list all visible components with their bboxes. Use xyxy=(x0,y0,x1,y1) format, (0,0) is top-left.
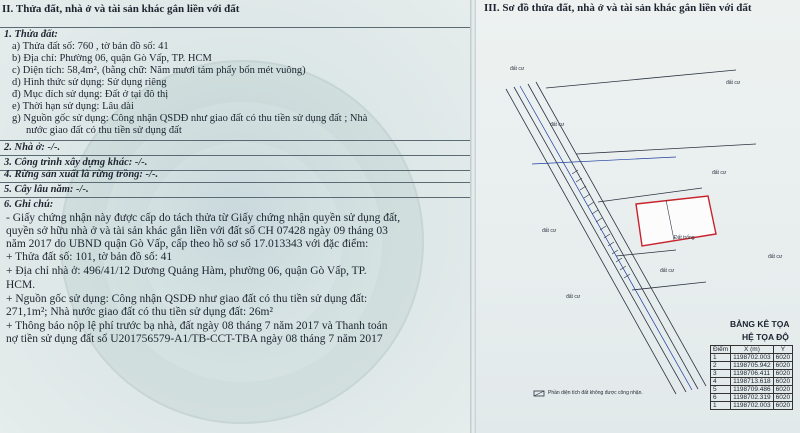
table-header: Điểm xyxy=(711,346,731,354)
table-row xyxy=(711,362,793,370)
divider xyxy=(0,182,470,183)
svg-text:Đất trống: Đất trống xyxy=(674,235,695,241)
table-cell: 4 xyxy=(711,378,731,386)
s1-title: 1. Thửa đất: xyxy=(4,29,58,40)
table-cell: 1198709.486 xyxy=(731,386,773,394)
table-cell: 1 xyxy=(711,354,731,362)
table-cell: 6020 xyxy=(773,394,792,402)
table-cell: 1198702.319 xyxy=(731,394,773,402)
table-row xyxy=(711,386,793,394)
table-cell: 6 xyxy=(711,394,731,402)
perennial-trees: 5. Cây lâu năm: -/-. xyxy=(4,184,89,195)
table-cell: 6020 xyxy=(773,402,792,410)
svg-text:đất cư: đất cư xyxy=(542,228,557,234)
house-section: 2. Nhà ở: -/-. xyxy=(4,142,61,153)
table-row xyxy=(711,378,793,386)
coord-table-subtitle: HỆ TỌA ĐỘ xyxy=(742,332,789,342)
table-cell: 6020 xyxy=(773,354,792,362)
legend-text: Phần diện tích đất không được công nhận. xyxy=(548,390,643,396)
table-row xyxy=(711,394,793,402)
note-line: HCM. xyxy=(6,279,36,291)
table-header-row xyxy=(711,346,793,354)
table-row xyxy=(711,402,793,410)
table-header: Y xyxy=(773,346,792,354)
note-line: + Nguồn gốc sử dụng: Công nhận QSDĐ như giao đất có thu tiền sử dụng đất: xyxy=(6,293,368,305)
area: c) Diện tích: 58,4m², (bằng chữ: Năm mươi tám phẩy bốn mét vuông) xyxy=(12,65,306,76)
divider xyxy=(0,155,470,156)
coordinate-table xyxy=(710,345,793,410)
table-row xyxy=(711,354,793,362)
note-line: + Thửa đất số: 101, tờ bản đồ số: 41 xyxy=(6,251,173,263)
note-line: - Giấy chứng nhận này được cấp do tách thửa từ Giấy chứng nhận quyền sử dụng đất, xyxy=(6,212,401,224)
table-cell: 1198713.618 xyxy=(731,378,773,386)
usage-form: d) Hình thức sử dụng: Sử dụng riêng xyxy=(12,77,167,88)
table-cell: 2 xyxy=(711,362,731,370)
svg-text:đất cư: đất cư xyxy=(660,268,675,274)
table-cell: 6020 xyxy=(773,386,792,394)
notes-title: 6. Ghi chú: xyxy=(4,199,54,210)
address: b) Địa chỉ: Phường 06, quận Gò Vấp, TP. HCM xyxy=(12,53,212,64)
table-cell: 6020 xyxy=(773,370,792,378)
usage-origin: g) Nguồn gốc sử dụng: Công nhận QSDĐ như giao đất có thu tiền sử dụng đất ; Nhà xyxy=(12,113,368,124)
section-title-diagram: III. Sơ đồ thửa đất, nhà ở và tài sản khác gắn liền với đất xyxy=(484,2,752,14)
table-header: X (m) xyxy=(731,346,773,354)
note-line: nợ tiền sử dụng đất số U201756579-A1/TB-CCT-TBA ngày 08 tháng 7 năm 2017 xyxy=(6,333,383,345)
table-cell: 6020 xyxy=(773,378,792,386)
svg-text:đất cư: đất cư xyxy=(726,80,741,86)
divider xyxy=(0,27,470,28)
table-cell: 6020 xyxy=(773,362,792,370)
table-cell: 1198706.411 xyxy=(731,370,773,378)
svg-text:đất cư: đất cư xyxy=(566,294,581,300)
other-construction: 3. Công trình xây dựng khác: -/-. xyxy=(4,157,148,168)
note-line: năm 2017 do UBND quận Gò Vấp, cấp theo hồ sơ số 17.013343 với đặc điểm: xyxy=(6,238,369,250)
coord-table-title: BẢNG KÊ TỌA xyxy=(730,319,790,329)
parcel-number: a) Thửa đất số: 760 , tờ bản đồ số: 41 xyxy=(12,41,169,52)
table-row xyxy=(711,370,793,378)
divider xyxy=(0,197,470,198)
divider xyxy=(0,140,470,141)
svg-text:đất cư: đất cư xyxy=(510,66,525,72)
svg-text:đất cư: đất cư xyxy=(768,254,783,260)
note-line: quyền sở hữu nhà ở và tài sản khác gắn liền với đất số CH 07428 ngày 09 tháng 03 xyxy=(6,225,388,237)
note-line: + Địa chỉ nhà ở: 496/41/12 Dương Quảng Hàm, phường 06, quận Gò Vấp, TP. xyxy=(6,265,367,277)
section-title-land: II. Thửa đất, nhà ở và tài sản khác gắn liền với đất xyxy=(2,3,240,15)
table-cell: 1198702.003 xyxy=(731,402,773,410)
usage-purpose: đ) Mục đích sử dụng: Đất ở tại đô thị xyxy=(12,89,169,100)
table-cell: 3 xyxy=(711,370,731,378)
forest-section: 4. Rừng sản xuất là rừng trồng: -/-. xyxy=(4,169,159,180)
table-cell: 1198705.942 xyxy=(731,362,773,370)
table-cell: 5 xyxy=(711,386,731,394)
table-cell: 1198702.003 xyxy=(731,354,773,362)
table-cell: 1 xyxy=(711,402,731,410)
svg-text:đất cư: đất cư xyxy=(712,170,727,176)
usage-origin-cont: nước giao đất có thu tiền sử dụng đất xyxy=(26,125,182,136)
usage-term: e) Thời hạn sử dụng: Lâu dài xyxy=(12,101,134,112)
note-line: + Thông báo nộp lệ phí trước bạ nhà, đất ngày 08 tháng 7 năm 2017 và Thanh toán xyxy=(6,320,388,332)
note-line: 271,1m²; Nhà nước giao đất có thu tiền sử dụng đất: 26m² xyxy=(6,306,273,318)
svg-text:đất cư: đất cư xyxy=(550,122,565,128)
